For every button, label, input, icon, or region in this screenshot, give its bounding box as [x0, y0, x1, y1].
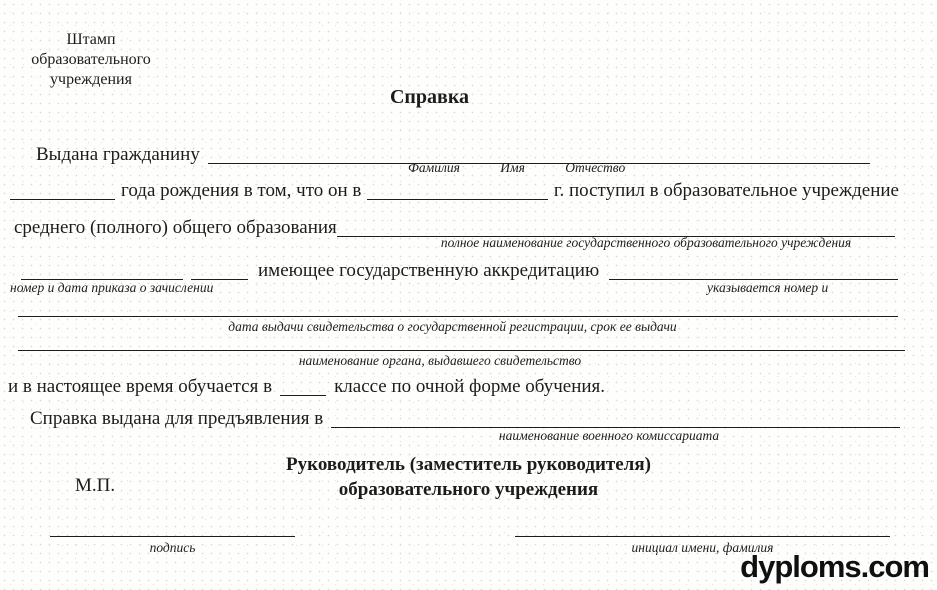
study-text-end: классе по очной форме обучения.	[334, 376, 606, 397]
institution-name-hint: полное наименование государственного образовательного учреждения	[440, 235, 852, 250]
site-watermark: dyploms.com	[740, 549, 929, 584]
authority-blank-line	[18, 350, 905, 351]
registration-blank-line	[18, 316, 898, 317]
document-title: Справка	[389, 86, 470, 108]
order-date-blank	[191, 260, 248, 280]
registration-hint: дата выдачи свидетельства о государственной регистрации, срок ее выдачи	[228, 319, 677, 334]
birth-year-text: года рождения в том, что он в	[121, 180, 362, 201]
birth-year-blank	[10, 180, 115, 200]
head-title-block	[0, 452, 937, 502]
stamp-line-3: учреждения	[50, 71, 132, 88]
presentation-text: Справка выдана для предъявления в	[30, 408, 324, 429]
enroll-text: г. поступил в образовательное учреждение	[553, 180, 899, 201]
name-blank-line	[515, 536, 890, 537]
order-hint: номер и дата приказа о зачислении	[10, 280, 214, 295]
signature-hint: подпись	[149, 540, 196, 555]
study-row	[8, 372, 605, 398]
authority-hint: наименование органа, выдавшего свидетельство	[298, 353, 582, 368]
fio-hints-row	[408, 160, 625, 176]
head-title-line-2: образовательного учреждения	[338, 479, 599, 500]
institution-name-blank	[337, 217, 895, 237]
accreditation-number-hint: указывается номер и	[707, 280, 829, 295]
stamp-block	[16, 30, 166, 90]
education-text: среднего (полного) общего образования	[14, 217, 337, 238]
commissariat-blank	[331, 408, 900, 428]
birth-year-row	[10, 176, 899, 202]
stamp-line-2: образовательного	[31, 51, 151, 68]
issued-to-text: Выдана гражданину	[36, 144, 200, 165]
study-text-start: и в настоящее время обучается в	[8, 376, 273, 397]
name-hint: Имя	[500, 160, 525, 175]
seal-placeholder: М.П.	[75, 475, 116, 496]
order-number-blank	[21, 260, 183, 280]
accreditation-row	[21, 256, 898, 282]
accreditation-text: имеющее государственную аккредитацию	[258, 260, 600, 281]
signature-blank-line	[50, 536, 295, 537]
surname-hint: Фамилия	[408, 160, 460, 175]
head-title-line-1: Руководитель (заместитель руководителя)	[286, 454, 651, 475]
accreditation-number-blank	[609, 260, 898, 280]
grade-blank	[280, 376, 326, 396]
commissariat-hint: наименование военного комиссариата	[498, 428, 720, 443]
stamp-line-1: Штамп	[66, 31, 116, 48]
patronymic-hint: Отчество	[565, 160, 626, 175]
presentation-row	[30, 404, 900, 430]
signer-name-hint: инициал имени, фамилия	[631, 540, 774, 555]
enroll-year-blank	[367, 180, 547, 200]
